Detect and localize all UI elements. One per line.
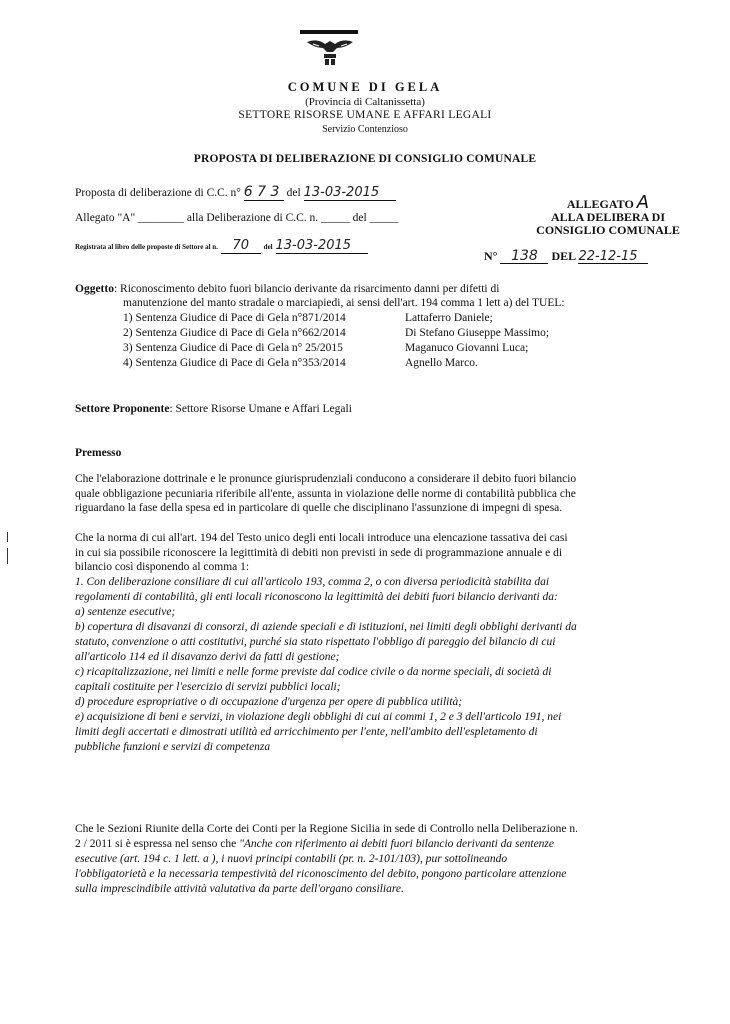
sentenza-ref: 1) Sentenza Giudice di Pace di Gela n°871/2014 <box>123 312 346 324</box>
stamp-number-line <box>484 250 648 264</box>
text-line: esecutive (art. 194 c. 1 lett. a ), i nuovi principi contabili (pr. n. 2-101/103), pur sottolineando <box>75 853 508 865</box>
list-item-name: Agnello Marco. <box>405 357 478 369</box>
settore-proponente <box>75 402 352 417</box>
text-line: e) acquisizione di beni e servizi, in violazione degli obblighi di cui ai commi 1, 2 e 3 dell'articolo 191, nei <box>75 711 562 723</box>
premesso-heading: Premesso <box>75 447 122 459</box>
text-line: quale obbligazione pecuniaria riferibile all'ente, assunta in violazione delle norme di contabilità pubblica che <box>75 487 576 500</box>
allegato-stamp <box>528 192 688 237</box>
proposta-date: 13-03-2015 <box>304 185 396 201</box>
quote-span: "Anche con riferimento ai debiti fuori bilancio derivanti da sentenze <box>239 838 555 850</box>
proposta-label: Proposta di deliberazione di C.C. n° <box>75 187 241 199</box>
oggetto-label: Oggetto <box>75 283 114 295</box>
text-line <box>75 837 665 852</box>
scan-mark <box>7 548 8 564</box>
proposta-del-label: del <box>286 187 301 199</box>
paragraph-2 <box>75 531 655 575</box>
oggetto-line2: manutenzione del manto stradale o marciapiedi, ai sensi dell'art. 194 comma 1 lett a) del TUEL: <box>123 297 565 309</box>
stamp-line3: CONSIGLIO COMUNALE <box>536 223 680 237</box>
stamp-number: 138 <box>500 250 548 264</box>
sentenza-ref: 3) Sentenza Giudice di Pace di Gela n° 25/2015 <box>123 342 343 354</box>
proposta-line <box>75 184 396 201</box>
registrata-label: Registrata al libro delle proposte di Settore al n. <box>75 243 218 251</box>
text-line: Che l'elaborazione dottrinale e le pronunce giurisprudenziali conducono a considerare il debito fuori bilancio <box>75 473 577 485</box>
header-rule <box>300 30 358 34</box>
stamp-date: 22-12-15 <box>578 250 648 264</box>
registrata-del-label: del <box>263 243 273 251</box>
comune-heading: COMUNE DI GELA <box>287 80 443 94</box>
oggetto-line1 <box>75 282 499 297</box>
scan-mark <box>7 532 8 542</box>
text-line: riguardano la fase della spesa ed in particolare di quelle che disciplinano l'assunzione di impegni di spesa. <box>75 502 563 514</box>
stamp-del-label: DEL <box>551 249 576 263</box>
text-line: 1. Con deliberazione consiliare di cui all'articolo 193, comma 2, o con diversa periodicità stabilita dai <box>75 576 550 588</box>
text-line: d) procedure espropriative o di occupazione d'urgenza per opere di pubblica utilità; <box>75 696 463 708</box>
document-title: PROPOSTA DI DELIBERAZIONE DI CONSIGLIO COMUNALE <box>193 153 537 165</box>
list-item-name: Lattaferro Daniele; <box>405 312 493 324</box>
text-line: statuto, convenzione o atti costitutivi, purché sia stato rispettato l'obbligo di pareggio del bilancio di cui <box>75 636 556 648</box>
text-line: Che la norma di cui all'art. 194 del Testo unico degli enti locali introduce una elencazione tassativa dei casi <box>75 532 568 544</box>
text-line: Che le Sezioni Riunite della Corte dei Conti per la Regione Sicilia in sede di Controllo nella Deliberazione n. <box>75 823 579 835</box>
text-line: bilancio così disponendo al comma 1: <box>75 561 250 573</box>
article-194-quote <box>75 575 655 755</box>
text-line: pubbliche funzioni e servizi di competenza <box>75 741 271 753</box>
settore-heading: SETTORE RISORSE UMANE E AFFARI LEGALI <box>238 109 492 121</box>
coat-of-arms-icon <box>303 36 357 68</box>
paragraph-1 <box>75 472 655 516</box>
text-line: c) ricapitalizzazione, nei limiti e nelle forme previste dal codice civile o da norme speciali, di società di <box>75 666 552 678</box>
registrata-date: 13-03-2015 <box>276 238 368 254</box>
text-line: b) copertura di disavanzi di consorzi, di aziende speciali e di istituzioni, nei limiti degli obblighi derivanti da <box>75 621 577 633</box>
stamp-allegato: ALLEGATO <box>566 197 634 211</box>
text-span: 2 / 2011 si è espressa nel senso che <box>75 838 240 850</box>
list-item <box>123 357 346 369</box>
settore-proponente-value: : Settore Risorse Umane e Affari Legali <box>169 403 352 415</box>
paragraph-3 <box>75 822 665 897</box>
stamp-line2: ALLA DELIBERA DI <box>550 210 666 224</box>
proposta-number: 6 7 3 <box>244 184 284 201</box>
list-item-name: Di Stefano Giuseppe Massimo; <box>405 327 550 339</box>
stamp-num-label: N° <box>484 249 498 263</box>
text-line: l'obbligatorietà e la necessaria tempestività del riconoscimento del debito, pongono particolare attenzione <box>75 868 567 880</box>
list-item <box>123 342 343 354</box>
sentenza-ref: 4) Sentenza Giudice di Pace di Gela n°353/2014 <box>123 357 346 369</box>
text-line: capitali costituite per l'esercizio di servizi pubblici locali; <box>75 681 341 693</box>
text-line: in cui sia possibile riconoscere la legittimità di debiti non previsti in sede di programmazione annuale e di <box>75 546 563 559</box>
servizio-text: Servizio Contenzioso <box>322 124 408 135</box>
oggetto-text1: : Riconoscimento debito fuori bilancio derivante da risarcimento danni per difetti di <box>113 283 500 295</box>
stamp-letter: A <box>636 192 650 213</box>
list-item <box>123 327 346 339</box>
text-line: all'articolo 114 ed il disavanzo derivi da fatti di gestione; <box>75 651 340 663</box>
sentenza-ref: 2) Sentenza Giudice di Pace di Gela n°662/2014 <box>123 327 346 339</box>
settore-proponente-label: Settore Proponente <box>75 403 170 415</box>
registrata-number: 70 <box>221 238 261 254</box>
stamp-line1 <box>528 192 688 213</box>
registrata-line <box>75 238 368 254</box>
allegato-line: Allegato "A" ________ alla Deliberazione di C.C. n. _____ del _____ <box>75 212 399 224</box>
list-item <box>123 312 346 324</box>
text-line: sulla imprescindibile attività valutativa da parte dell'organo consiliare. <box>75 883 404 895</box>
provincia-text: (Provincia di Caltanissetta) <box>305 96 425 108</box>
text-line: a) sentenze esecutive; <box>75 606 176 618</box>
text-line: regolamenti di contabilità, gli enti locali riconoscono la legittimità dei debiti fuori bilancio derivanti da: <box>75 591 558 603</box>
list-item-name: Maganuco Giovanni Luca; <box>405 342 529 354</box>
text-line: limiti degli accertati e dimostrati utilità ed arricchimento per l'ente, nell'ambito dell'espletamento di <box>75 726 538 738</box>
